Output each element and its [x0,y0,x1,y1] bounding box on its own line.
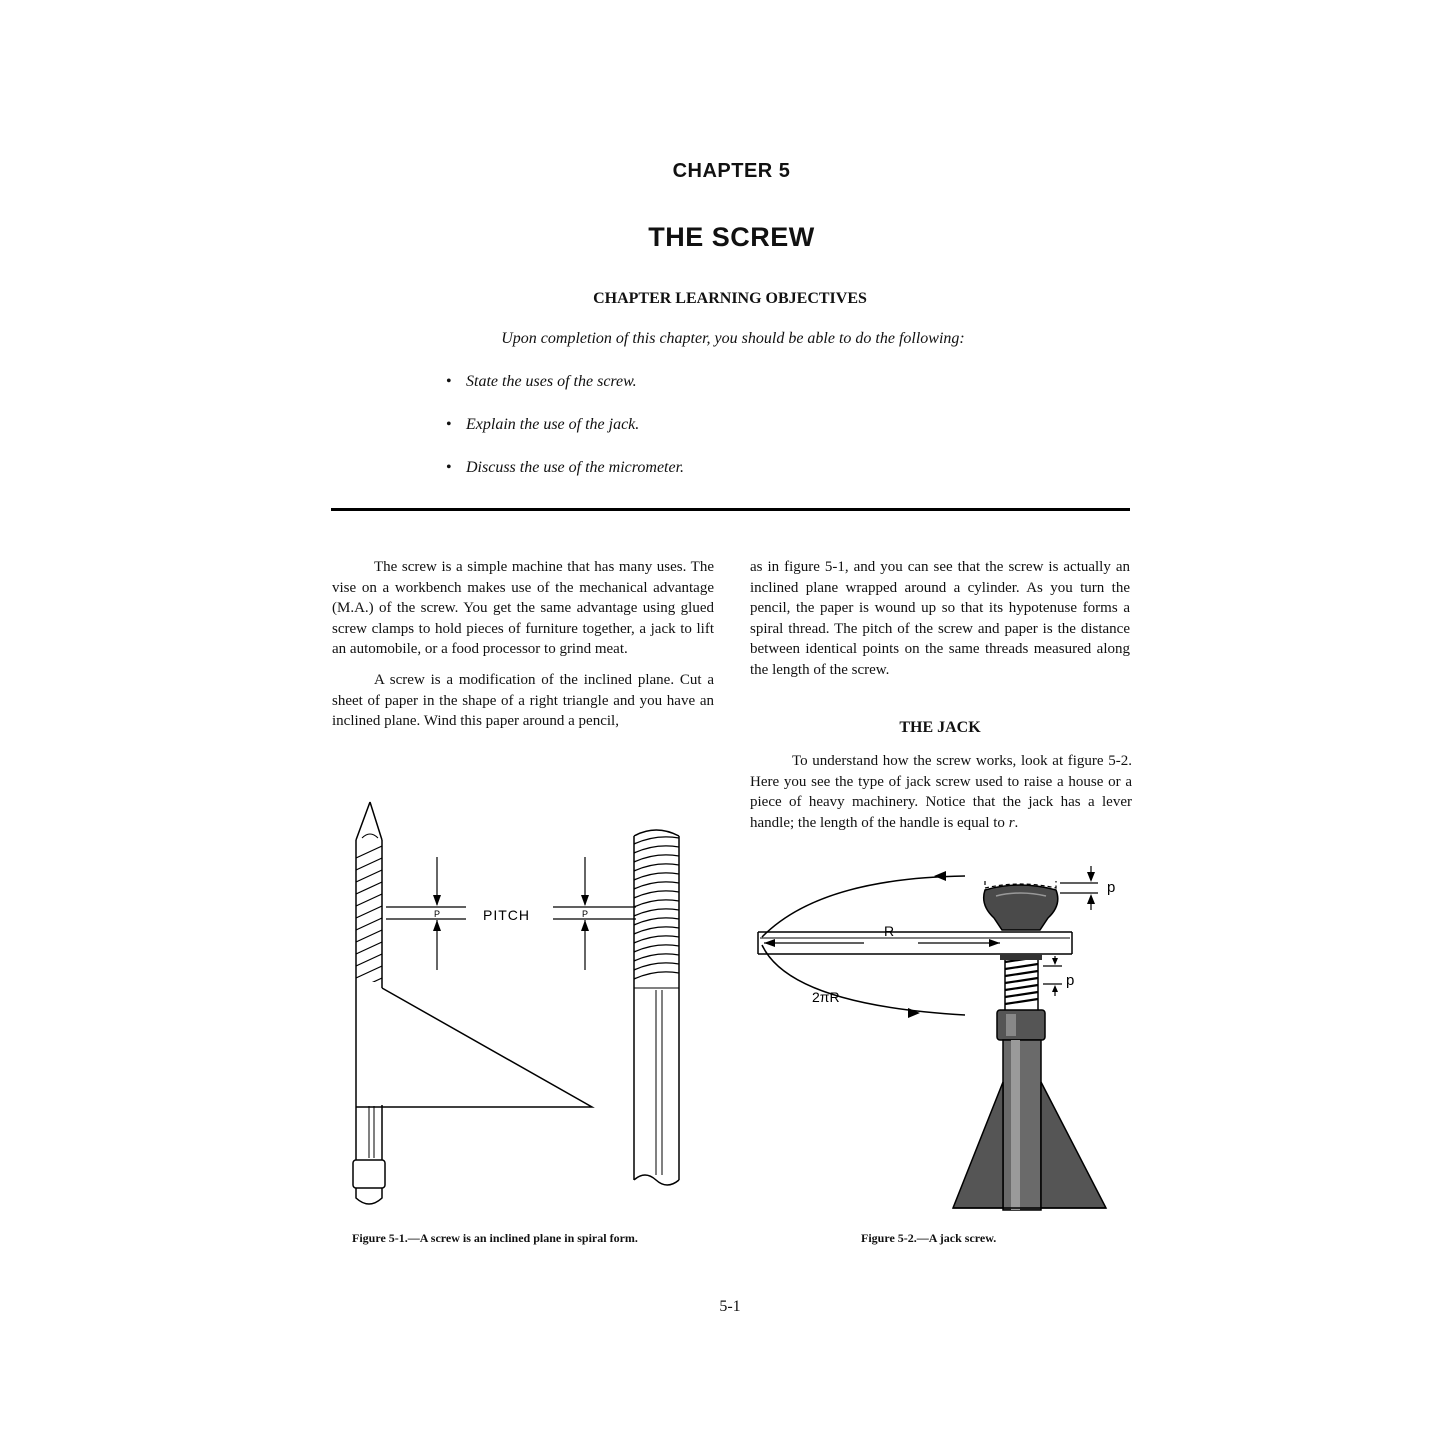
circumference-label: 2πR [812,989,840,1005]
figure-5-2-caption: Figure 5-2.—A jack screw. [861,1231,997,1245]
body-paragraph: The screw is a simple machine that has many uses. The vise on a workbench makes use of the mechanical advantage (M.A.) of the screw. You get the same advantage using glued screw clamps to hold pieces of furniture together, a jack to lift an automobile, or a food processor to grind meat. [332,559,714,658]
objective-text: Discuss the use of the micrometer. [466,459,685,476]
pitch-label: PITCH [483,907,530,923]
body-paragraph: A screw is a modification of the inclined plane. Cut a sheet of paper in the shape of a right triangle and you have an inclined plane. Wind this paper around a pencil, [332,671,714,730]
jack-paragraph-variable: r [1008,814,1015,831]
bullet-icon: • [446,416,452,433]
objective-text: State the uses of the screw. [466,373,637,390]
pitch-p-label-right: P [581,909,589,919]
objective-text: Explain the use of the jack. [466,416,640,433]
body-paragraph: as in figure 5-1, and you can see that the screw is actually an inclined plane wrapped around a cylinder. As you turn the pencil, the paper is wound up so that its hypotenuse forms a spiral thread. The pitch of the screw and paper is the distance between identical points on the same threads measured along the length of the screw. [750,559,1130,678]
bullet-icon: • [446,459,452,476]
jack-paragraph-text: To understand how the screw works, look at figure 5-2. Here you see the type of jack screw used to raise a house or a piece of heavy machinery. Notice that the jack has a lever handle; the length of the handle is equal to [750,753,1132,831]
page-number: 5-1 [719,1298,741,1315]
figure-5-1-caption: Figure 5-1.—A screw is an inclined plane in spiral form. [352,1231,638,1245]
handle-radius-label: R [884,923,895,939]
pitch-label-mid: p [1066,972,1075,989]
chapter-title: THE SCREW [648,222,815,252]
pitch-label-top: p [1107,879,1116,896]
bullet-icon: • [446,373,452,390]
section-heading-jack: THE JACK [899,719,981,736]
jack-paragraph-end: . [1014,814,1019,831]
objectives-intro: Upon completion of this chapter, you should be able to do the following: [501,330,965,347]
objectives-heading: CHAPTER LEARNING OBJECTIVES [593,290,867,307]
chapter-label: CHAPTER 5 [672,160,791,182]
pitch-p-label-left: P [433,909,441,919]
